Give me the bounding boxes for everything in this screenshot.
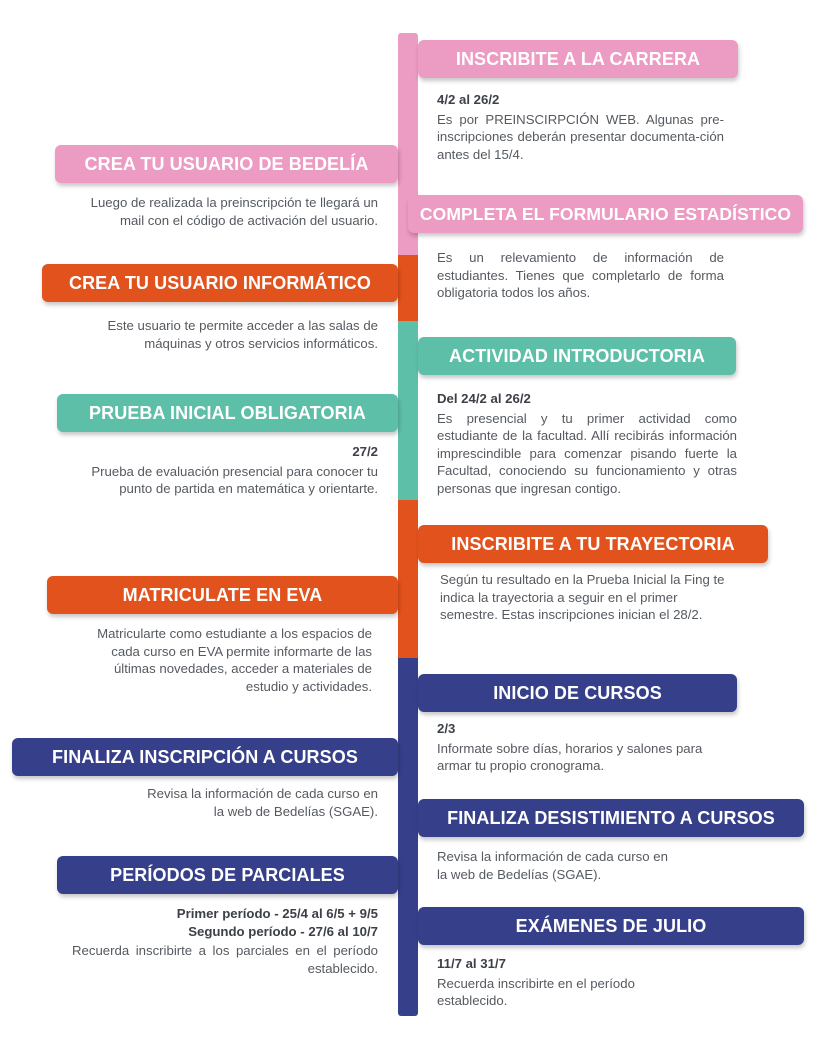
step-title: INSCRIBITE A LA CARRERA xyxy=(418,40,738,78)
step-title: CREA TU USUARIO DE BEDELÍA xyxy=(55,145,398,183)
step-date: Segundo período - 27/6 al 10/7 xyxy=(188,923,378,939)
step-description xyxy=(437,720,732,775)
step-title: PRUEBA INICIAL OBLIGATORIA xyxy=(57,394,398,432)
step-description xyxy=(75,443,378,498)
step-title: FINALIZA INSCRIPCIÓN A CURSOS xyxy=(12,738,398,776)
step-title: FINALIZA DESISTIMIENTO A CURSOS xyxy=(418,799,804,837)
step-title: COMPLETA EL FORMULARIO ESTADÍSTICO xyxy=(408,195,803,233)
timeline-segment-navy xyxy=(398,658,418,1016)
step-title: INSCRIBITE A TU TRAYECTORIA xyxy=(418,525,768,563)
timeline-segment-orange xyxy=(398,500,418,658)
step-description xyxy=(72,905,378,977)
step-description xyxy=(75,317,378,352)
step-title: INICIO DE CURSOS xyxy=(418,674,737,712)
step-date: 27/2 xyxy=(352,444,378,459)
step-description xyxy=(437,955,677,1010)
step-date: 11/7 al 31/7 xyxy=(437,956,506,971)
step-description xyxy=(140,785,378,820)
step-title: ACTIVIDAD INTRODUCTORIA xyxy=(418,337,736,375)
step-date: Del 24/2 al 26/2 xyxy=(437,391,531,406)
step-date: 2/3 xyxy=(437,721,456,736)
step-title: PERÍODOS DE PARCIALES xyxy=(57,856,398,894)
timeline-segment-teal xyxy=(398,321,418,500)
step-description xyxy=(437,249,724,302)
step-body: Es por PREINSCIRPCIÓN WEB. Algunas pre-inscripciones deberán presentar documenta-ción antes del 15/4. xyxy=(437,111,724,162)
step-body: Matricularte como estudiante a los espacios de cada curso en EVA permite informarte de las últimas novedades, acceder a materiales de estudio y actividades. xyxy=(97,626,372,694)
step-title: EXÁMENES DE JULIO xyxy=(418,907,804,945)
step-description xyxy=(75,625,372,695)
step-body: Recuerda inscribirte a los parciales en el período establecido. xyxy=(72,943,378,976)
step-body: Según tu resultado en la Prueba Inicial la Fing te indica la trayectoria a seguir en el primer semestre. Estas inscripciones inician el 28/2. xyxy=(440,572,725,622)
step-description xyxy=(440,571,730,624)
step-body: Es presencial y tu primer actividad como estudiante de la facultad. Allí recibirás información imprescindible para comenzar pisando fuerte la Facultad, conociendo su funcionamiento y otras personas que ingresan contigo. xyxy=(437,410,737,496)
step-description xyxy=(437,390,737,497)
step-title: MATRICULATE EN EVA xyxy=(47,576,398,614)
step-body: Recuerda inscribirte en el período establecido. xyxy=(437,975,635,1008)
step-description xyxy=(75,194,378,229)
step-body: Prueba de evaluación presencial para conocer tu punto de partida en matemática y orientarte. xyxy=(91,463,378,496)
step-description xyxy=(437,91,724,163)
step-date: Primer período - 25/4 al 6/5 + 9/5 xyxy=(176,906,378,921)
step-date: 4/2 al 26/2 xyxy=(437,92,500,107)
step-description xyxy=(437,848,677,883)
step-body: Es un relevamiento de información de estudiantes. Tienes que completarlo de forma obligatoria todos los años. xyxy=(437,250,724,300)
step-body: Revisa la información de cada curso en la web de Bedelías (SGAE). xyxy=(437,849,668,882)
step-body: Luego de realizada la preinscripción te llegará un mail con el código de activación del usuario. xyxy=(90,195,378,228)
step-body: Informate sobre días, horarios y salones para armar tu propio cronograma. xyxy=(437,740,703,773)
timeline-segment-orange xyxy=(398,255,418,321)
step-body: Revisa la información de cada curso en la web de Bedelías (SGAE). xyxy=(147,786,378,819)
step-title: CREA TU USUARIO INFORMÁTICO xyxy=(42,264,398,302)
step-body: Este usuario te permite acceder a las salas de máquinas y otros servicios informáticos. xyxy=(107,318,378,351)
